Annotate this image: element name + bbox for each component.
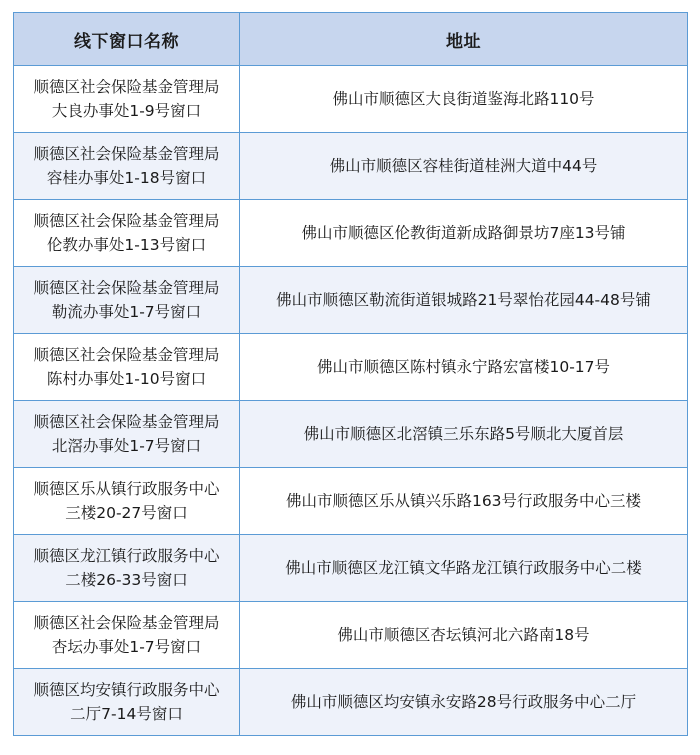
table-row	[14, 602, 688, 669]
office-name-line2: 容桂办事处1-18号窗口	[46, 169, 207, 187]
office-name-line1: 顺德区社会保险基金管理局	[33, 78, 220, 96]
office-address-cell: 佛山市顺德区杏坛镇河北六路南18号	[240, 602, 688, 669]
office-address-cell: 佛山市顺德区大良街道鉴海北路110号	[240, 66, 688, 133]
office-name-cell	[14, 669, 240, 736]
office-name-cell	[14, 468, 240, 535]
office-name-line1: 顺德区社会保险基金管理局	[33, 614, 220, 632]
office-name-line2: 大良办事处1-9号窗口	[51, 102, 202, 120]
office-name-line1: 顺德区社会保险基金管理局	[33, 346, 220, 364]
table-header-row	[14, 13, 688, 66]
office-address-cell: 佛山市顺德区勒流街道银城路21号翠怡花园44-48号铺	[240, 267, 688, 334]
office-name-line1: 顺德区均安镇行政服务中心	[33, 681, 220, 699]
table-row	[14, 267, 688, 334]
office-name-line1: 顺德区社会保险基金管理局	[33, 145, 220, 163]
office-name-line2: 陈村办事处1-10号窗口	[46, 370, 207, 388]
office-name-line1: 顺德区乐从镇行政服务中心	[33, 480, 220, 498]
table-row	[14, 200, 688, 267]
table-row	[14, 669, 688, 736]
office-name-line2: 伦教办事处1-13号窗口	[46, 236, 207, 254]
table-row	[14, 334, 688, 401]
office-table	[13, 12, 688, 736]
office-address-cell: 佛山市顺德区陈村镇永宁路宏富楼10-17号	[240, 334, 688, 401]
header-office-name: 线下窗口名称	[14, 13, 240, 66]
table-row	[14, 535, 688, 602]
office-address-cell: 佛山市顺德区伦教街道新成路御景坊7座13号铺	[240, 200, 688, 267]
office-name-cell	[14, 200, 240, 267]
header-address: 地址	[240, 13, 688, 66]
table-row	[14, 66, 688, 133]
office-name-cell	[14, 66, 240, 133]
office-name-cell	[14, 401, 240, 468]
office-table-container	[13, 12, 687, 736]
table-row	[14, 401, 688, 468]
office-name-line1: 顺德区社会保险基金管理局	[33, 212, 220, 230]
office-name-line1: 顺德区社会保险基金管理局	[33, 279, 220, 297]
office-name-line2: 二厅7-14号窗口	[70, 705, 183, 723]
office-address-cell: 佛山市顺德区北滘镇三乐东路5号顺北大厦首层	[240, 401, 688, 468]
office-address-cell: 佛山市顺德区均安镇永安路28号行政服务中心二厅	[240, 669, 688, 736]
office-name-line2: 杏坛办事处1-7号窗口	[51, 638, 202, 656]
office-name-cell	[14, 602, 240, 669]
office-name-line2: 勒流办事处1-7号窗口	[51, 303, 202, 321]
office-name-line2: 二楼26-33号窗口	[65, 571, 188, 589]
office-name-cell	[14, 267, 240, 334]
office-name-cell	[14, 133, 240, 200]
office-name-cell	[14, 535, 240, 602]
table-row	[14, 468, 688, 535]
office-name-line1: 顺德区龙江镇行政服务中心	[33, 547, 220, 565]
office-name-line2: 三楼20-27号窗口	[65, 504, 188, 522]
office-address-cell: 佛山市顺德区乐从镇兴乐路163号行政服务中心三楼	[240, 468, 688, 535]
office-name-line1: 顺德区社会保险基金管理局	[33, 413, 220, 431]
office-address-cell: 佛山市顺德区龙江镇文华路龙江镇行政服务中心二楼	[240, 535, 688, 602]
office-address-cell: 佛山市顺德区容桂街道桂洲大道中44号	[240, 133, 688, 200]
office-name-line2: 北滘办事处1-7号窗口	[51, 437, 202, 455]
table-row	[14, 133, 688, 200]
office-name-cell	[14, 334, 240, 401]
